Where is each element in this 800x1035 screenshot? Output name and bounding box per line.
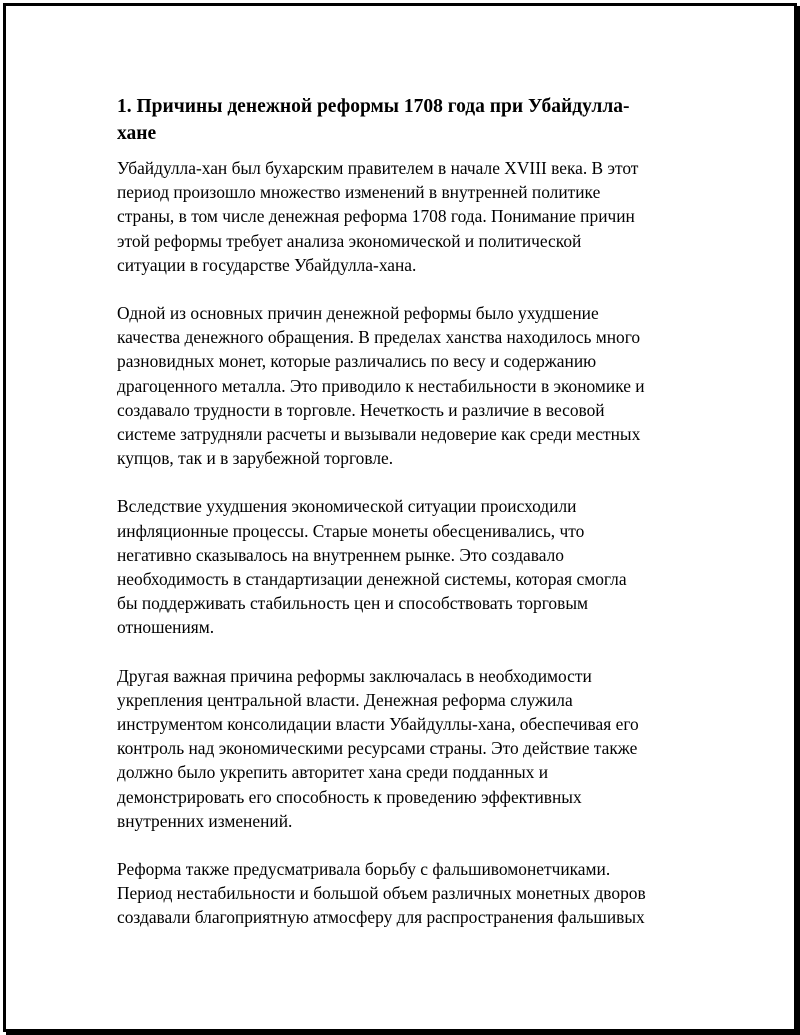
paragraph-4: Другая важная причина реформы заключалась в необходимости укрепления центральной власти. Денежная реформа служила инструментом консолидации власти Убайдуллы-хана, обеспечивая его контроль над экономическими ресурсами страны. Это действие также должно было укрепить авторитет хана среди подданных и демонстрировать его способность к проведению эффективных внутренних изменений. xyxy=(117,665,639,831)
paragraph-1: Убайдулла-хан был бухарским правителем в начале XVIII века. В этот период произошло множество изменений в внутренней политике страны, в том числе денежная реформа 1708 года. Понимание причин этой реформы требует анализа экономической и политической ситуации в государстве Убайдулла-хана. xyxy=(117,158,639,275)
document-body xyxy=(117,93,685,954)
paragraph-2: Одной из основных причин денежной реформы было ухудшение качества денежного обращения. В пределах ханства находилось много разновидных монет, которые различались по весу и содержанию драгоценного металла. Это приводило к нестабильности в экономике и создавало трудности в торговле. Нечеткость и различие в весовой системе затрудняли расчеты и вызывали недоверие как среди местных купцов, так и в зарубежной торговле. xyxy=(117,303,645,469)
section-heading: 1. Причины денежной реформы 1708 года при Убайдулла- хане xyxy=(117,96,630,144)
paragraph-3: Вследствие ухудшения экономической ситуации происходили инфляционные процессы. Старые монеты обесценивались, что негативно сказывалось на внутреннем рынке. Это создавало необходимость в стандартизации денежной системы, которая смогла бы поддерживать стабильность цен и способствовать торговым отношениям. xyxy=(117,496,627,638)
paragraph-5: Реформа также предусматривала борьбу с фальшивомонетчиками. Период нестабильности и большой объем различных монетных дворов создавали благоприятную атмосферу для распространения фальшивых xyxy=(117,859,646,928)
